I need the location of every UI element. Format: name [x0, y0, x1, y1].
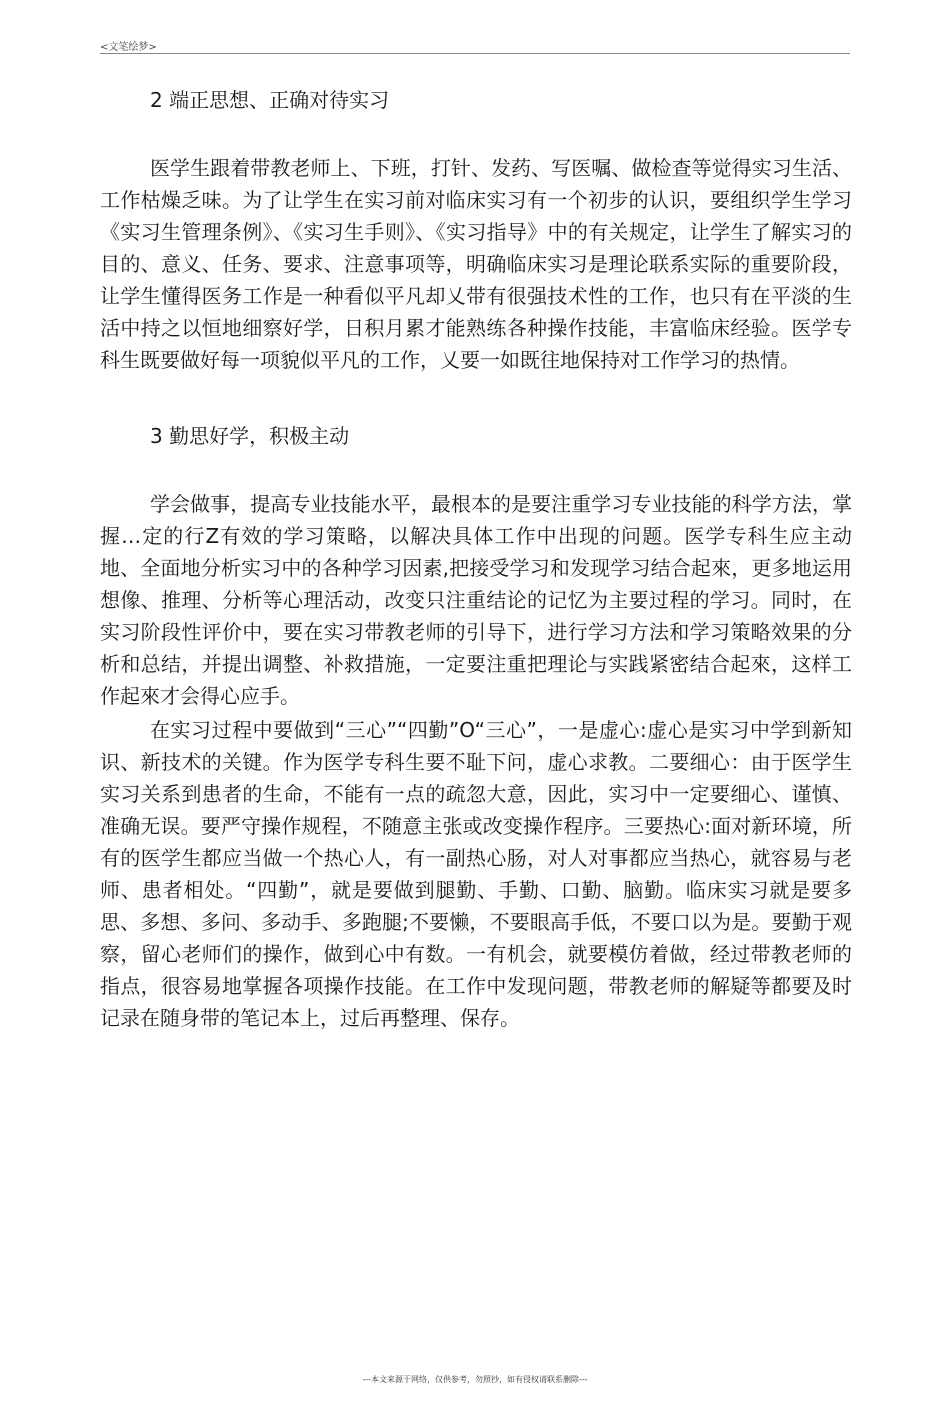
paragraph-three-hearts-four-diligences: 在实习过程中要做到“三心”“四勤”O“三心”，一是虚心:虚心是实习中学到新知识、新技术的关键。作为医学专科生要不耻下问，虚心求教。二要细心：由于医学生实习关系到患者的生命，不能有一点的疏忽大意，因此，实习中一定要细心、谨慎、准确无误。要严守操作规程，不随意主张或改变操作程序。三要热心:面对新环境，所有的医学生都应当做一个热心人，有一副热心肠，对人对事都应当热心，就容易与老师、患者相处。“四勤”，就是要做到腿勤、手勤、口勤、脑勤。临床实习就是要多思、多想、多问、多动手、多跑腿;不要懒，不要眼高手低，不要口以为是。要勤于观察，留心老师们的操作，做到心中有数。一有机会，就要模仿着做，经过带教老师的指点，很容易地掌握各项操作技能。在工作中发现问题，带教老师的解疑等都要及时记录在随身带的笔记本上，过后再整理、保存。 — [100, 718, 852, 1030]
section-heading-3: 3 勤思好学，积极主动 — [150, 424, 350, 448]
section-heading-2: 2 端正思想、正确对待实习 — [150, 88, 390, 112]
paragraph-study-methods: 学会做事，提高专业技能水平，最根本的是要注重学习专业技能的科学方法，掌握…定的行Z有效的学习策略，以解决具体工作中出现的问题。医学专科生应主动地、全面地分析实习中的各种学习因素,把接受学习和发现学习结合起來，更多地运用想像、推理、分析等心理活动，改变只注重结论的记忆为主要过程的学习。同时，在实习阶段性评价中，要在实习带教老师的引导下，进行学习方法和学习策略效果的分析和总结，并提出调整、补救措施，一定要注重把理论与实践紧密结合起來，这样工作起來才会得心应手。 — [100, 492, 852, 708]
header-divider — [100, 53, 850, 54]
header-watermark: <文笔绘梦> — [100, 42, 157, 53]
footer-disclaimer: ---本文来源于网络，仅供参考，勿照抄，如有侵权请联系删除--- — [362, 1375, 588, 1384]
document-body — [100, 84, 852, 1034]
paragraph-practice-attitude: 医学生跟着带教老师上、下班，打针、发药、写医嘱、做检查等觉得实习生活、工作枯燥乏味。为了让学生在实习前对临床实习有一个初步的认识，要组织学生学习《实习生管理条例》、《实习生手则》、《实习指导》中的有关规定，让学生了解实习的目的、意义、任务、要求、注意事项等，明确临床实习是理论联系实际的重要阶段，让学生懂得医务工作是一种看似平凡却乂带有很强技术性的工作，也只有在平淡的生活中持之以恒地细察好学，日积月累才能熟练各种操作技能，丰富临床经验。医学专科生既要做好每一项貌似平凡的工作，乂要一如既往地保持对工作学习的热情。 — [100, 156, 852, 372]
